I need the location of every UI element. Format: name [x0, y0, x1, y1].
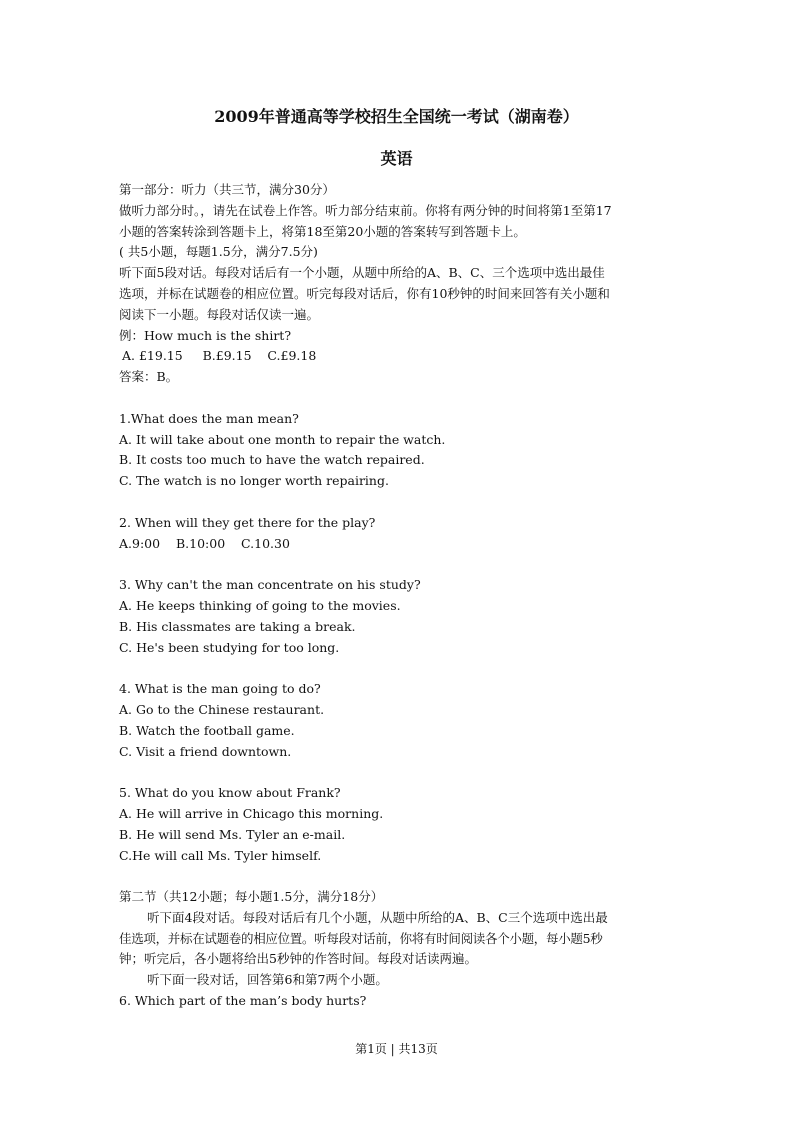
section1-instruction-line: 听下面5段对话。每段对话后有一个小题，从题中所给的A、B、C、三个选项中选出最佳 [119, 265, 605, 281]
section1-note: ( 共5小题，每题1.5分，满分7.5分) [119, 244, 318, 260]
question-4-option-a: A. Go to the Chinese restaurant. [119, 701, 325, 717]
spacer [119, 554, 679, 575]
page-footer: 第1页 | 共13页 [355, 1042, 438, 1056]
exam-content [119, 180, 679, 1012]
question-1-option-c: C. The watch is no longer worth repairing. [119, 473, 389, 489]
question-5-option-c: C.He will call Ms. Tyler himself. [119, 847, 322, 863]
question-3-option-b: B. His classmates are taking a break. [119, 618, 356, 634]
question-2-options: A.9:00 B.10:00 C.10.30 [119, 535, 290, 551]
section2-instruction-line: 听下面4段对话。每段对话后有几个小题，从题中所给的A、B、C三个选项中选出最 [147, 909, 608, 925]
example-answer: 答案：B。 [119, 369, 179, 385]
section1-instruction-line: 阅读下一小题。每段对话仅读一遍。 [119, 306, 320, 322]
section2-instruction-line: 钟；听完后，各小题将给出5秒钟的作答时间。每段对话读两遍。 [119, 951, 477, 967]
part1-instruction-line: 做听力部分时。，请先在试卷上作答。听力部分结束前。你将有两分钟的时间将第1至第17 [119, 202, 612, 218]
question-5-option-b: B. He will send Ms. Tyler an e-mail. [119, 826, 346, 842]
question-1-option-b: B. It costs too much to have the watch repaired. [119, 452, 425, 468]
question-4-stem: 4. What is the man going to do? [119, 681, 321, 697]
part1-instruction-line: 小题的答案转涂到答题卡上，将第18至第20小题的答案转写到答题卡上。 [119, 223, 526, 239]
section2-instruction-line: 佳选项，并标在试题卷的相应位置。听每段对话前，你将有时间阅读各个小题，每小题5秒 [119, 930, 603, 946]
example-options: A. £19.15 B.£9.15 C.£9.18 [122, 348, 317, 364]
question-1-stem: 1.What does the man mean? [119, 410, 299, 426]
section1-instruction-line: 选项，并标在试题卷的相应位置。听完每段对话后，你有10秒钟的时间来回答有关小题和 [119, 285, 610, 301]
question-6-stem: 6. Which part of the man’s body hurts? [119, 993, 367, 1009]
spacer [119, 388, 679, 409]
question-3-stem: 3. Why can't the man concentrate on his study? [119, 577, 421, 593]
question-5-stem: 5. What do you know about Frank? [119, 785, 341, 801]
question-1-option-a: A. It will take about one month to repair the watch. [119, 431, 446, 447]
spacer [119, 492, 679, 513]
spacer [119, 658, 679, 679]
exam-title: 2009年普通高等学校招生全国统一考试（湖南卷） [214, 107, 579, 126]
section2-heading: 第二节（共12小题；每小题1.5分，满分18分） [119, 889, 384, 905]
question-4-option-b: B. Watch the football game. [119, 722, 295, 738]
spacer [119, 762, 679, 783]
question-5-option-a: A. He will arrive in Chicago this morning. [119, 805, 384, 821]
question-4-option-c: C. Visit a friend downtown. [119, 743, 292, 759]
example-question: 例：How much is the shirt? [119, 327, 292, 343]
spacer [119, 866, 679, 887]
section2-sub-instruction: 听下面一段对话，回答第6和第7两个小题。 [147, 972, 388, 988]
question-2-stem: 2. When will they get there for the play? [119, 514, 376, 530]
question-3-option-c: C. He's been studying for too long. [119, 639, 340, 655]
question-3-option-a: A. He keeps thinking of going to the movies. [119, 597, 401, 613]
subject-title: 英语 [380, 149, 413, 168]
part1-heading: 第一部分：听力（共三节，满分30分） [119, 182, 335, 197]
